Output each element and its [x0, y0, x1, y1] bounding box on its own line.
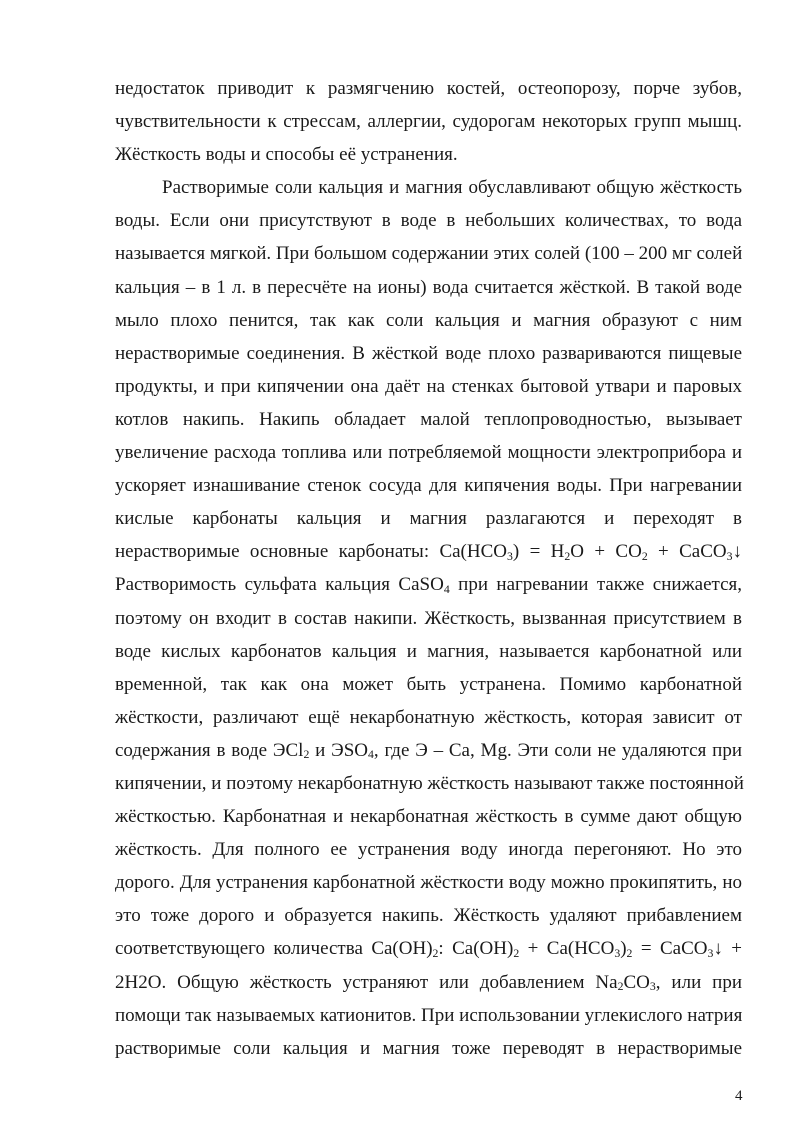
text-line: кипячении, и поэтому некарбонатную жёсткость называют также постоянной [115, 772, 744, 794]
text-line: продукты, и при кипячении она даёт на стенках бытовой утвари и паровых [115, 375, 742, 397]
text-line: нерастворимые соединения. В жёсткой воде плохо развариваются пищевые [115, 342, 742, 364]
text-line: котлов накипь. Накипь обладает малой теплопроводностью, вызывает [115, 408, 742, 430]
text-line: 2H2O. Общую жёсткость устраняют или добавлением $Na_2CO_3$, или при [115, 971, 743, 994]
text-line: увеличение расхода топлива или потребляемой мощности электроприбора и [115, 442, 742, 464]
text-line: мыло плохо пенится, так как соли кальция и магния образуют с ним [115, 309, 742, 331]
text-line: чувствительности к стрессам, аллергии, судорогам некоторых групп мышц. [115, 111, 742, 133]
text-line: жёсткостью. Карбонатная и некарбонатная жёсткость в сумме дают общую [115, 806, 742, 828]
text-line: кислые карбонаты кальция и магния разлагаются и переходят в [115, 508, 742, 530]
text-line: жёсткость. Для полного ее устранения воду иногда перегоняют. Но это [115, 839, 742, 861]
text-line: Растворимые соли кальция и магния обуславливают общую жёсткость [162, 177, 742, 199]
text-line: ускоряет изнашивание стенок сосуда для кипячения воды. При нагревании [115, 475, 742, 497]
text-line: соответствующего количества $Ca(OH)_2$: $Ca(OH)_2 + Ca(HCO_3)_2$ = CaCO$_3$↓ + [115, 938, 743, 961]
text-line: временной, так как она может быть устранена. Помимо карбонатной [115, 673, 742, 695]
text-line: кальция – в 1 л. в пересчёте на ионы) вода считается жёсткой. В такой воде [115, 276, 742, 298]
text-line: воды. Если они присутствуют в воде в небольших количествах, то вода [115, 210, 742, 232]
text-line: помощи так называемых катионитов. При использовании углекислого натрия [115, 1004, 743, 1026]
text-line: недостаток приводит к размягчению костей, остеопорозу, порче зубов, [115, 78, 742, 99]
page-number: 4 [735, 1088, 743, 1104]
text-line: это тоже дорого и образуется накипь. Жёсткость удаляют прибавлением [115, 905, 742, 927]
text-line: содержания в воде ЭCl$_2$ и $ЭSO_4$, где Э – Ca, Mg. Эти соли не удаляются при [115, 739, 743, 762]
text-line: дорого. Для устранения карбонатной жёсткости воду можно прокипятить, но [115, 872, 742, 894]
text-line: жёсткости, различают ещё некарбонатную жёсткость, которая зависит от [115, 706, 742, 728]
text-line: Растворимость сульфата кальция CaSO$_4$ при нагревании также снижается, [115, 574, 742, 596]
text-line: называется мягкой. При большом содержании этих солей (100 – 200 мг солей [115, 243, 743, 265]
text-line: воде кислых карбонатов кальция и магния, называется карбонатной или [115, 640, 742, 662]
body-text [115, 72, 742, 1065]
text-line: растворимые соли кальция и магния тоже переводят в нерастворимые [115, 1037, 742, 1059]
text-line: Жёсткость воды и способы её устранения. [115, 144, 458, 166]
text-line: нерастворимые основные карбонаты: $Ca(HCO_3) = H_2O + CO_2$ + CaCO$_3$↓ [115, 541, 742, 563]
text-line: поэтому он входит в состав накипи. Жёсткость, вызванная присутствием в [115, 607, 742, 629]
